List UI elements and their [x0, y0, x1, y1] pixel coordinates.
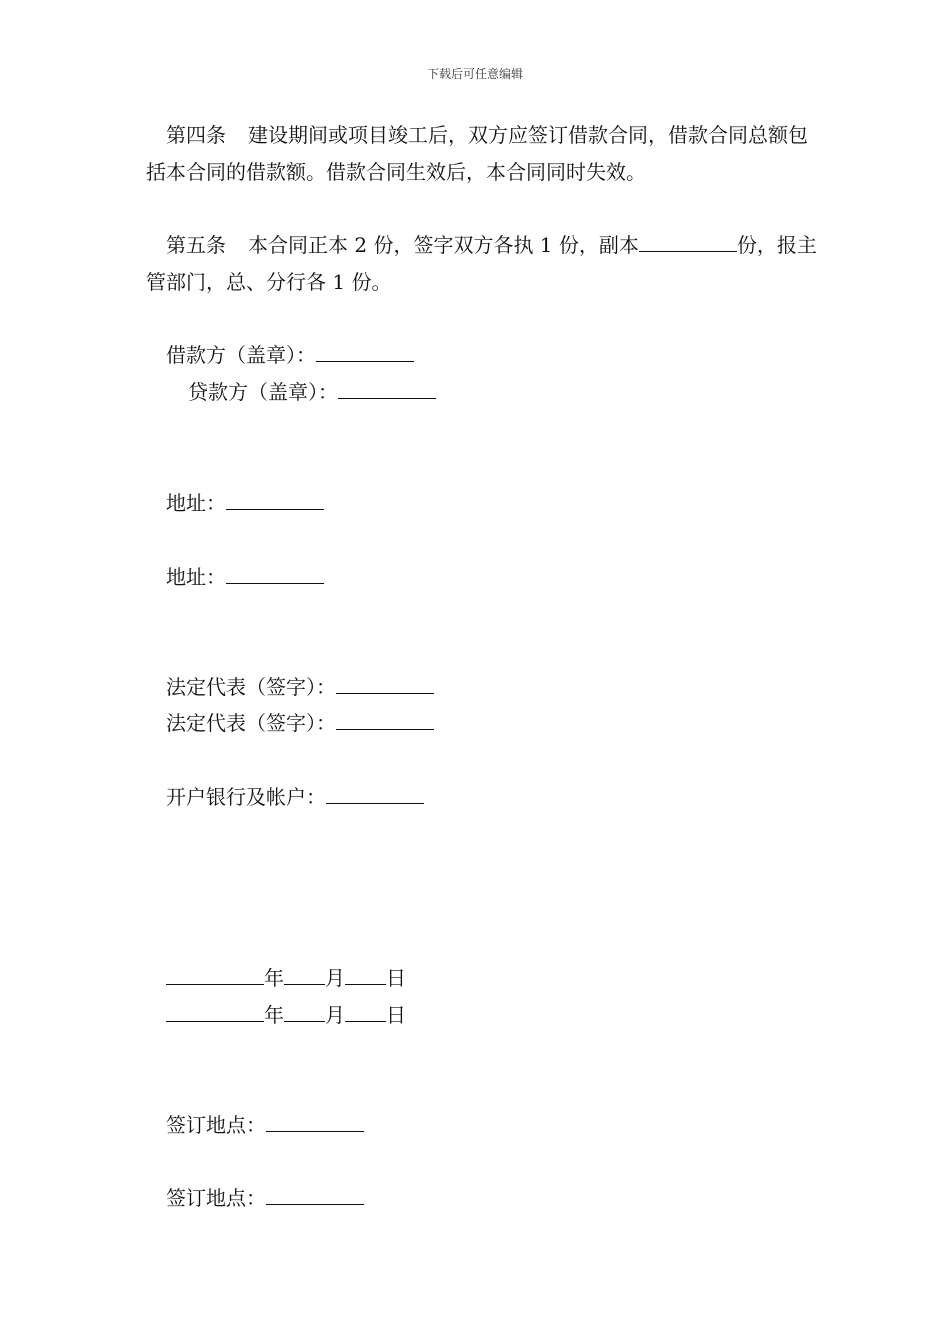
- date-line-2: [166, 997, 406, 1034]
- article-5-label: 第五条: [166, 233, 226, 257]
- borrower-seal-label: 借款方（盖章）：: [166, 343, 316, 367]
- signing-place-blank-2[interactable]: [266, 1186, 364, 1205]
- article-5-paragraph: [146, 227, 826, 301]
- address-label-2: 地址：: [166, 565, 226, 589]
- day-label-2: 日: [386, 1003, 406, 1027]
- month-blank-2[interactable]: [284, 1003, 325, 1022]
- signing-place-label-2: 签订地点：: [166, 1186, 266, 1210]
- signing-place-line-1: [166, 1107, 364, 1144]
- borrower-seal-blank[interactable]: [316, 343, 414, 362]
- month-label-1: 月: [325, 966, 345, 990]
- address-line-2: [166, 559, 324, 596]
- month-blank-1[interactable]: [284, 966, 325, 985]
- day-blank-2[interactable]: [345, 1003, 386, 1022]
- article-5-text-before: 本合同正本 2 份，签字双方各执 1 份，副本: [248, 233, 639, 257]
- year-label-1: 年: [264, 966, 284, 990]
- legal-rep-label-2: 法定代表（签字）：: [166, 711, 336, 735]
- address-blank-1[interactable]: [226, 491, 324, 510]
- bank-account-label: 开户银行及帐户：: [166, 785, 326, 809]
- legal-rep-label-1: 法定代表（签字）：: [166, 675, 336, 699]
- signing-place-blank-1[interactable]: [266, 1113, 364, 1132]
- lender-seal-line: [188, 374, 436, 411]
- address-label-1: 地址：: [166, 491, 226, 515]
- article-4-label: 第四条: [166, 123, 226, 147]
- month-label-2: 月: [325, 1003, 345, 1027]
- year-blank-2[interactable]: [166, 1003, 264, 1022]
- lender-seal-blank[interactable]: [338, 380, 436, 399]
- header-note: 下载后可任意编辑: [426, 67, 523, 81]
- borrower-seal-line: [166, 337, 414, 374]
- legal-rep-blank-2[interactable]: [336, 711, 434, 730]
- copies-count-blank[interactable]: [639, 233, 737, 252]
- legal-rep-line-1: [166, 669, 434, 706]
- article-4-paragraph: [146, 117, 826, 191]
- signing-place-line-2: [166, 1180, 364, 1217]
- article-5-text-after: 份，报主管部门，总、分行各 1 份。: [146, 233, 817, 294]
- lender-seal-label: 贷款方（盖章）：: [188, 380, 338, 404]
- legal-rep-blank-1[interactable]: [336, 675, 434, 694]
- day-label-1: 日: [386, 966, 406, 990]
- day-blank-1[interactable]: [345, 966, 386, 985]
- year-blank-1[interactable]: [166, 966, 264, 985]
- legal-rep-line-2: [166, 705, 434, 742]
- bank-account-line: [166, 779, 424, 816]
- bank-account-blank[interactable]: [326, 785, 424, 804]
- signing-place-label-1: 签订地点：: [166, 1113, 266, 1137]
- address-line-1: [166, 485, 324, 522]
- year-label-2: 年: [264, 1003, 284, 1027]
- date-line-1: [166, 960, 406, 997]
- article-4-text: 建设期间或项目竣工后，双方应签订借款合同，借款合同总额包括本合同的借款额。借款合同生效后，本合同同时失效。: [146, 123, 808, 184]
- address-blank-2[interactable]: [226, 565, 324, 584]
